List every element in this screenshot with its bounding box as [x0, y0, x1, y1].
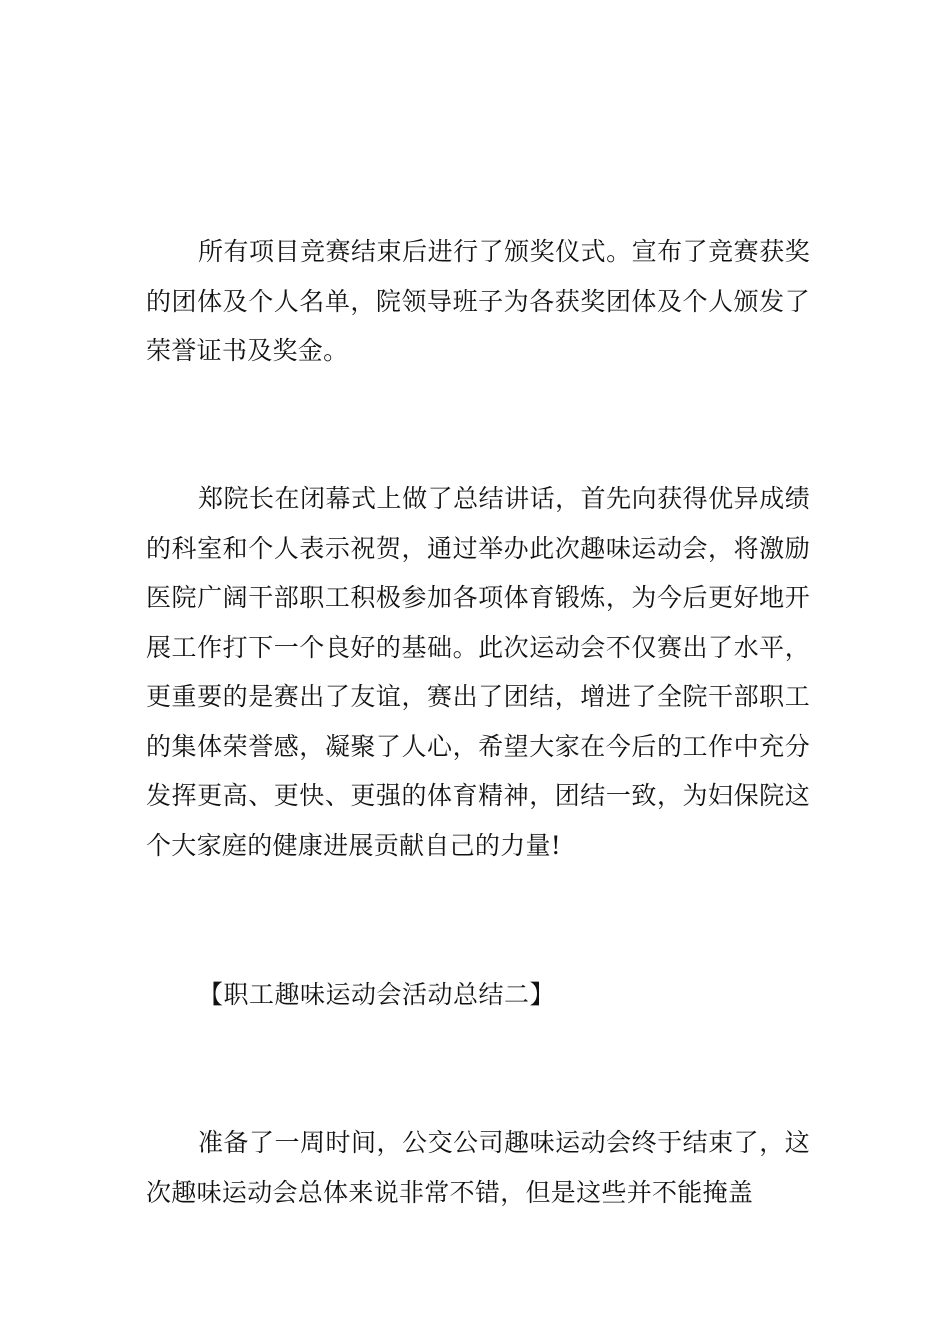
paragraph-section-two-intro: 准备了一周时间，公交公司趣味运动会终于结束了，这次趣味运动会总体来说非常不错，但是这些并不能掩盖 — [146, 1128, 810, 1207]
section-heading: 【职工趣味运动会活动总结二】 — [198, 980, 556, 1009]
paragraph-closing-speech: 郑院长在闭幕式上做了总结讲话，首先向获得优异成绩的科室和个人表示祝贺，通过举办此次趣味运动会，将激励医院广阔干部职工积极参加各项体育锻炼，为今后更好地开展工作打下一个良好的基础。此次运动会不仅赛出了水平，更重要的是赛出了友谊，赛出了团结，增进了全院干部职工的集体荣誉感，凝聚了人心，希望大家在今后的工作中充分发挥更高、更快、更强的体育精神，团结一致，为妇保院这个大家庭的健康进展贡献自己的力量! — [146, 484, 810, 860]
paragraph-award-ceremony: 所有项目竞赛结束后进行了颁奖仪式。宣布了竞赛获奖的团体及个人名单，院领导班子为各获奖团体及个人颁发了荣誉证书及奖金。 — [146, 237, 810, 365]
